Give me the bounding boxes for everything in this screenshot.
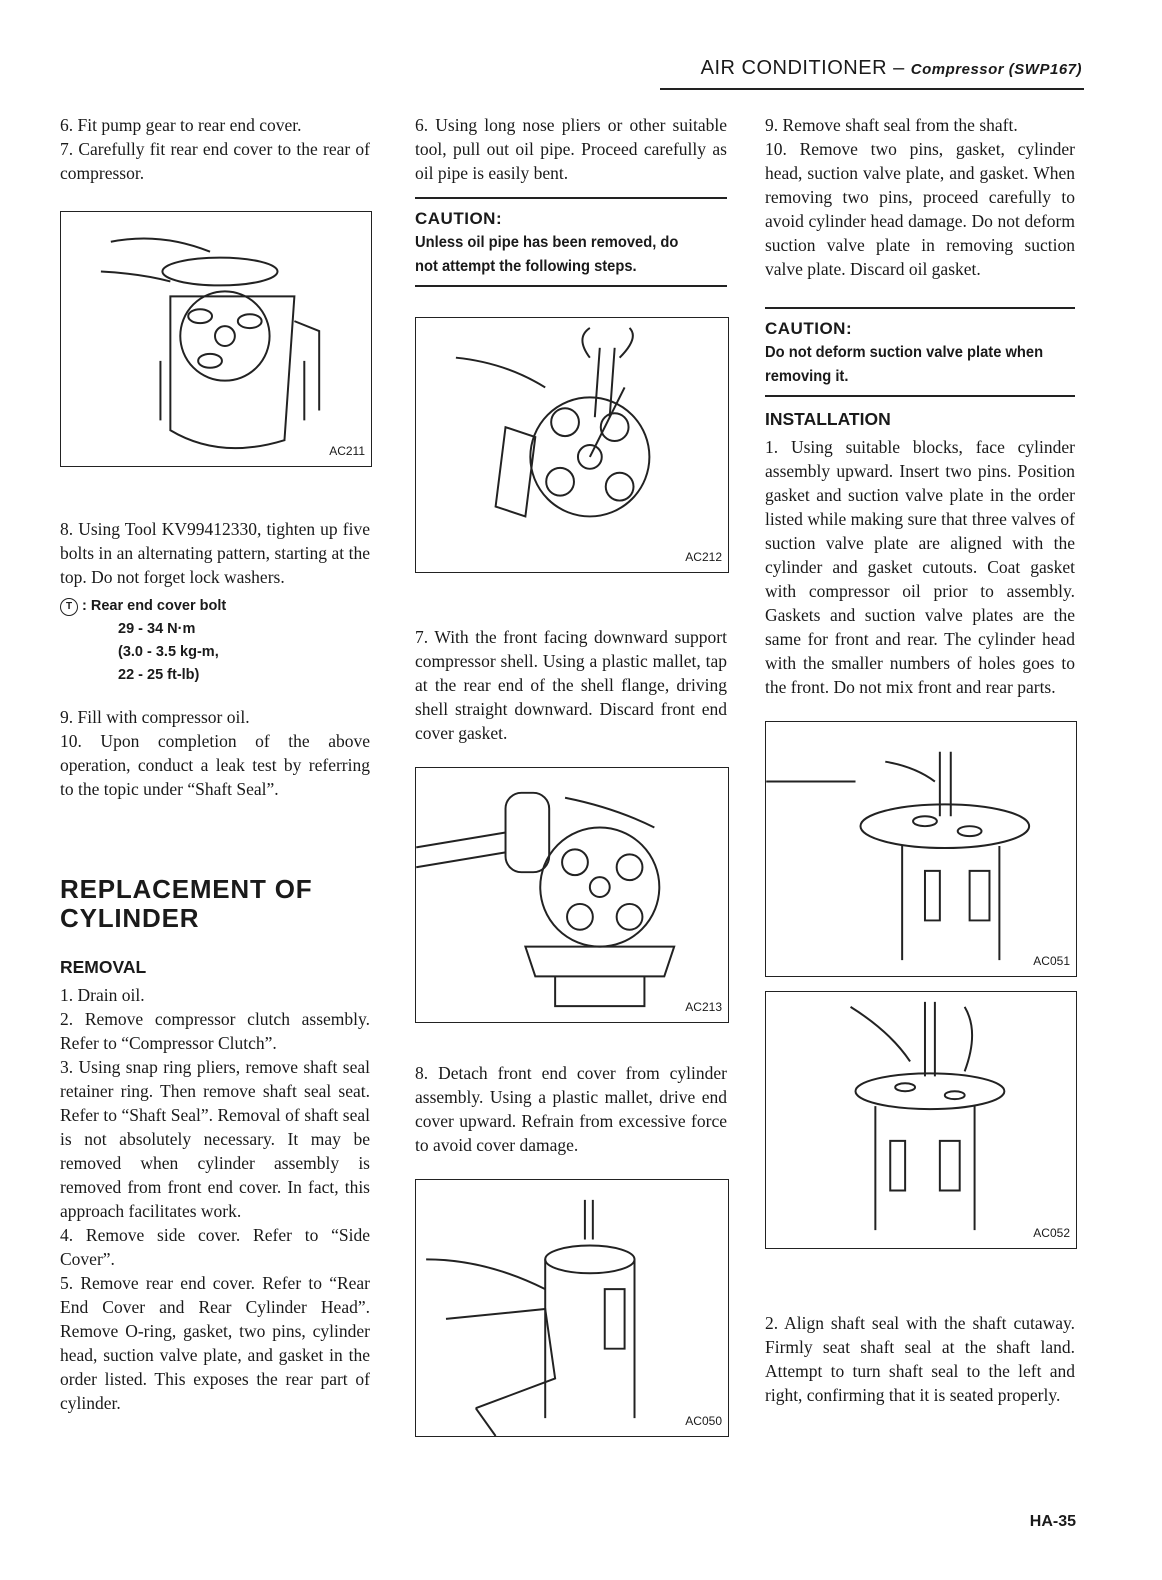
spec-nm: 29 - 34 N·m [118,621,196,637]
shell-tapping-illustration [416,768,728,1022]
step-9-text: 9. Remove shaft seal from the shaft. [765,115,1018,135]
suction-valve-plate-illustration [766,992,1076,1248]
figure-ac212 [415,317,729,573]
page-header [701,57,1082,80]
spec-kgm: (3.0 - 3.5 kg-m, [118,644,219,660]
caution-box [765,307,1075,397]
end-cover-detach-illustration [416,1180,728,1436]
step-8-text: 8. Using Tool KV99412330, tighten up five bolts in an alternating pattern, starting at the top. Do not forget lock washers. [60,519,370,587]
column-3 [765,113,1075,1407]
page-number: HA-35 [1029,1513,1076,1530]
removal-step-2: 2. Remove compressor clutch assembly. Refer to “Compressor Clutch”. [60,1009,370,1053]
removal-step-1: 1. Drain oil. [60,985,145,1005]
installation-step-1: 1. Using suitable blocks, face cylinder assembly upward. Insert two pins. Position gasket and suction valve plate in the order listed while making sure that three valves of suction valve plate are aligned with the cylinder and gasket cutouts. Coat gasket with compressor oil prior to assembly. Gaskets and suction valve plates are the same for front and rear. The cylinder head with the smaller numbers of holes goes to the front. Do not mix front and rear parts. [765,437,1075,697]
figure-code: AC051 [1031,949,1072,973]
step-9-text: 9. Fill with compressor oil. [60,707,250,727]
torque-icon: T [60,598,78,616]
rear-end-cover-illustration [61,212,371,466]
caution-title: CAUTION: [415,209,503,228]
removal-step-5: 5. Remove rear end cover. Refer to “Rear End Cover and Rear Cylinder Head”. Remove O-ring, gasket, two pins, cylinder head, suction valve plate, and gasket in the order listed. This exposes the rear part of cylinder. [60,1273,370,1413]
header-dash: – [893,57,905,79]
oil-pipe-removal-illustration [416,318,728,572]
caution-body: Do not deform suction valve plate when removing it. [765,344,1044,385]
heading-replacement-of-cylinder: REPLACEMENT OF CYLINDER [60,874,313,933]
figure-code: AC050 [683,1409,724,1433]
figure-ac051 [765,721,1077,977]
figure-code: AC213 [683,995,724,1019]
step-10-text: 10. Upon completion of the above operation, conduct a leak test by referring to the topic under “Shaft Seal”. [60,731,370,799]
caution-box [415,197,727,287]
header-subtitle: Compressor (SWP167) [910,61,1082,78]
caution-title: CAUTION: [765,319,853,338]
figure-ac213 [415,767,729,1023]
step-7-text: 7. Carefully fit rear end cover to the rear of compressor. [60,139,370,183]
cylinder-pins-illustration [766,722,1076,976]
figure-ac211 [60,211,372,467]
caution-body: Unless oil pipe has been removed, do not attempt the following steps. [415,234,679,275]
step-8-text: 8. Detach front end cover from cylinder assembly. Using a plastic mallet, drive end cover upward. Refrain from excessive force to avoid cover damage. [415,1063,727,1155]
column-2 [415,113,727,1437]
step-10-text: 10. Remove two pins, gasket, cylinder head, suction valve plate, and gasket. When removing two pins, proceed carefully to avoid cylinder head damage. Do not deform suction valve plate in removing suction valve plate. Discard oil gasket. [765,139,1075,279]
figure-ac050 [415,1179,729,1437]
torque-spec [60,595,370,687]
installation-step-2: 2. Align shaft seal with the shaft cutaway. Firmly seat shaft seal at the shaft land. Attempt to turn shaft seal to the left and right, confirming that it is seated properly. [765,1313,1075,1405]
heading-removal: REMOVAL [60,957,147,977]
step-7-text: 7. With the front facing downward support compressor shell. Using a plastic mallet, tap at the rear end of the shell flange, driving shell straight downward. Discard front end cover gasket. [415,627,727,743]
column-1 [60,113,370,1415]
step-6-text: 6. Fit pump gear to rear end cover. [60,115,302,135]
removal-step-4: 4. Remove side cover. Refer to “Side Cover”. [60,1225,370,1269]
spec-ftlb: 22 - 25 ft-lb) [118,667,200,683]
figure-code: AC052 [1031,1221,1072,1245]
step-6-text: 6. Using long nose pliers or other suitable tool, pull out oil pipe. Proceed carefully as oil pipe is easily bent. [415,115,727,183]
heading-installation: INSTALLATION [765,409,891,429]
spec-label: : Rear end cover bolt [82,598,227,614]
figure-code: AC212 [683,545,724,569]
removal-step-3: 3. Using snap ring pliers, remove shaft seal retainer ring. Then remove shaft seal seat. Refer to “Shaft Seal”. Removal of shaft seal is not absolutely necessary. It may be removed when cylinder assembly is removed from front end cover. In fact, this approach facilitates work. [60,1057,370,1221]
header-title: AIR CONDITIONER [700,57,888,79]
figure-code: AC211 [327,439,367,463]
figure-ac052 [765,991,1077,1249]
header-rule [660,88,1084,90]
